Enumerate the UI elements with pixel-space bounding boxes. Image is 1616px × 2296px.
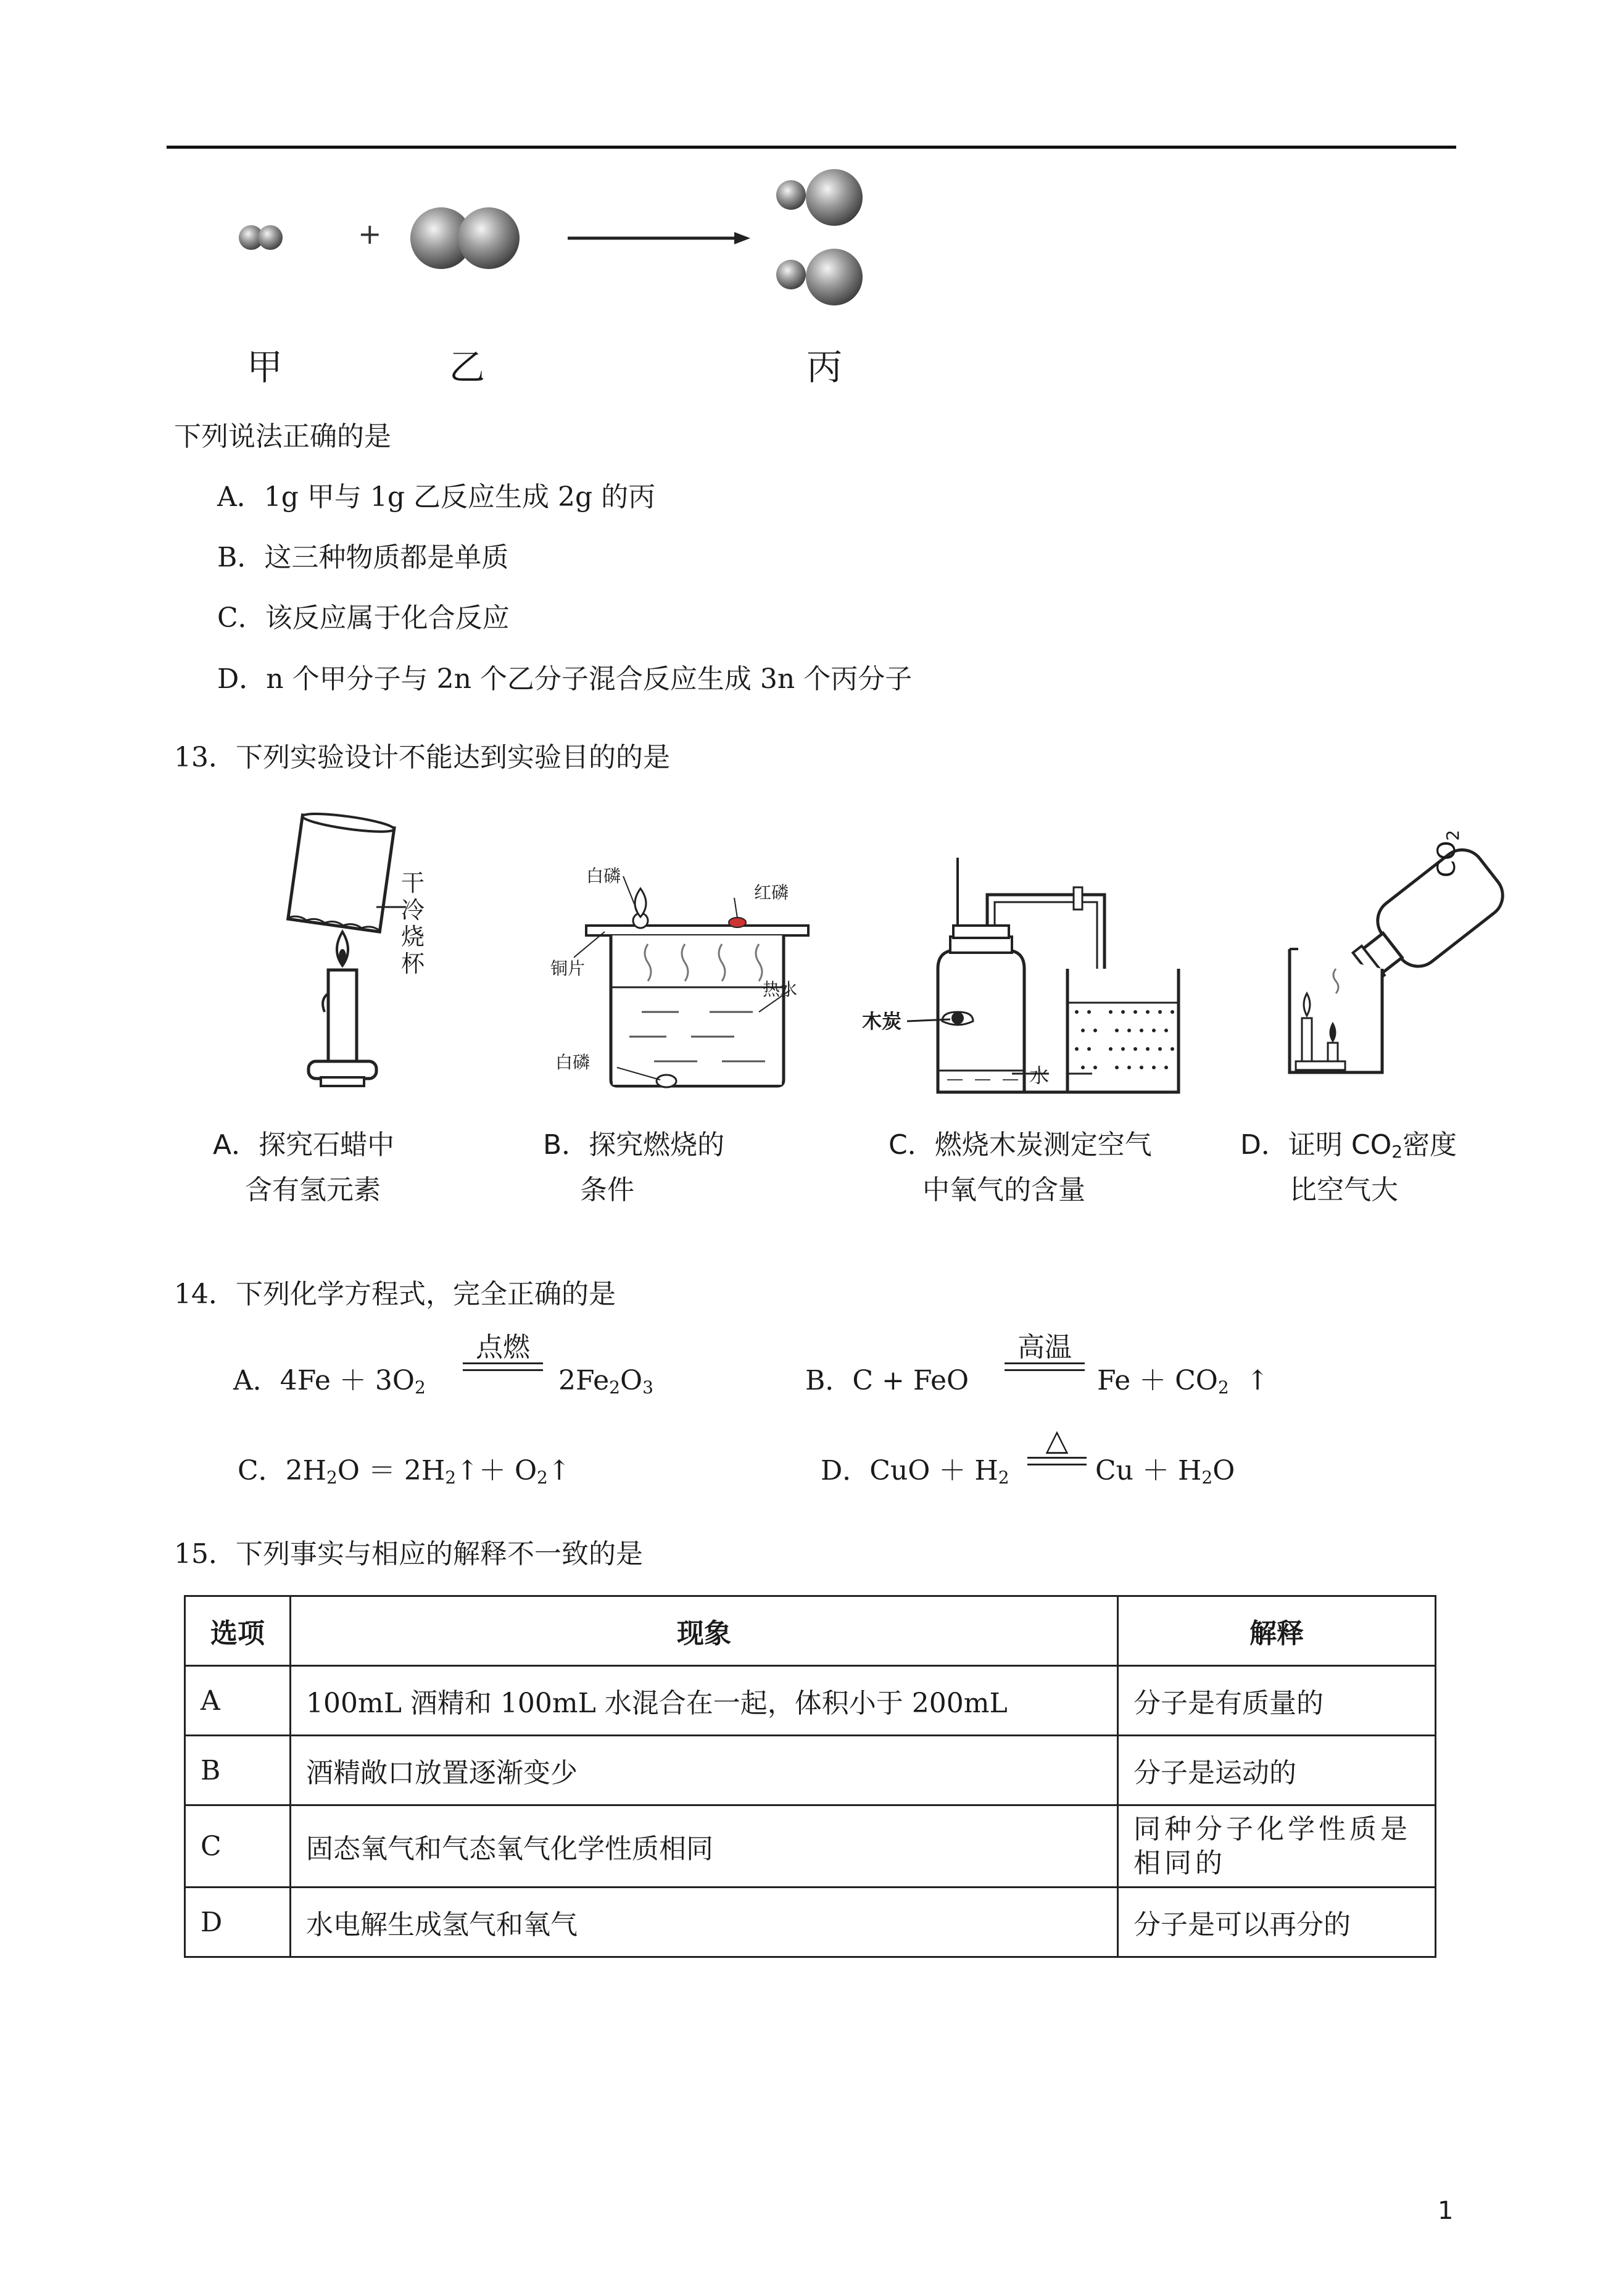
reaction-diagram [222,160,901,333]
molecule-bing [776,169,863,305]
row-explain: 分子是有质量的 [1118,1666,1436,1736]
table-row [185,1666,1436,1736]
caption-d-line2: 比空气大 [1290,1174,1398,1206]
reaction-arrow [568,232,750,244]
row-explain: 同种分子化学性质是相同的 [1118,1805,1436,1888]
header-explain: 解释 [1118,1596,1436,1666]
label-jia: 甲 [247,346,283,388]
q14-b-rhs: $Fe + CO_2$ ↑ [1097,1365,1269,1398]
row-option: B [185,1736,291,1805]
fig-c-water: 水 [1029,1064,1050,1087]
table-row [185,1736,1436,1805]
caption-c-line2: 中氧气的含量 [922,1174,1085,1206]
figure-d-co2-pour [1277,839,1536,1086]
caption-b-line1: B．探究燃烧的 [543,1129,725,1161]
fig-a-pointer [376,901,407,913]
row-fact: 100mL 酒精和 100mL 水混合在一起，体积小于 200mL [291,1666,1118,1736]
q12-option-b: B．这三种物质都是单质 [217,542,509,573]
q12-option-d: D．n 个甲分子与 2n 个乙分子混合反应生成 3n 个丙分子 [217,663,913,695]
caption-c-line1: C．燃烧木炭测定空气 [889,1129,1152,1161]
table-row [185,1805,1436,1888]
q14-b-lhs: B．C + FeO [805,1365,969,1396]
q14-a-condition: 点燃 [463,1333,543,1371]
q15-table [184,1595,1436,1958]
header-option: 选项 [185,1596,291,1666]
table-header-row [185,1596,1436,1666]
q12-option-a: A．1g 甲与 1g 乙反应生成 2g 的丙 [217,481,656,513]
fig-a-label: 干冷烧杯 [401,869,425,978]
plus-sign: + [358,217,382,251]
table-row [185,1888,1436,1957]
row-explain: 分子是可以再分的 [1118,1888,1436,1957]
row-option: D [185,1888,291,1957]
q14-b-condition: 高温 [1005,1333,1085,1371]
row-fact: 酒精敞口放置逐渐变少 [291,1736,1118,1805]
header-fact: 现象 [291,1596,1118,1666]
page-number: 1 [1438,2197,1454,2225]
row-option: A [185,1666,291,1736]
label-bing: 丙 [806,346,843,388]
q14-d-condition: △ [1027,1424,1087,1465]
label-yi: 乙 [449,346,486,388]
row-fact: 水电解生成氢气和氧气 [291,1888,1118,1957]
q14-a-rhs: $2Fe_2O_3$ [558,1365,653,1398]
row-fact: 固态氧气和气态氧气化学性质相同 [291,1805,1118,1888]
q12-stem: 下列说法正确的是 [174,421,391,452]
fig-b-copper: 铜片 [550,958,586,979]
q13-stem: 13．下列实验设计不能达到实验目的的是 [174,742,670,773]
row-explain: 分子是运动的 [1118,1736,1436,1805]
row-option: C [185,1805,291,1888]
fig-b-red-p: 红磷 [754,882,789,903]
q14-d-rhs: $Cu + H_2O$ [1095,1455,1235,1488]
molecule-yi [410,207,520,269]
caption-a-line2: 含有氢元素 [245,1174,381,1206]
fig-b-white-p-bottom: 白磷 [555,1052,590,1072]
q12-option-c: C．该反应属于化合反应 [217,602,510,634]
q14-stem: 14．下列化学方程式，完全正确的是 [174,1279,616,1310]
fig-d-co2-label: $CO_2$ [1433,829,1463,877]
caption-b-line2: 条件 [580,1174,634,1206]
header-rule [167,146,1456,149]
q15-stem: 15．下列事实与相应的解释不一致的是 [174,1538,643,1570]
q14-c-equation: C．$2H_2O$ ＝ $2H_2↑+$ $O_2↑$ [238,1455,571,1488]
fig-b-hot-water: 热水 [763,979,798,1000]
fig-c-charcoal: 木炭 [862,1009,902,1033]
molecule-jia [239,225,283,250]
caption-a-line1: A．探究石蜡中 [213,1129,395,1161]
q14-d-lhs: D．CuO ＋ $H_2$ [821,1455,1009,1488]
fig-b-white-p-top: 白磷 [586,866,621,886]
q14-a-lhs: A．$4Fe + 3O_2$ [233,1365,426,1398]
caption-d-line1: D．证明 $CO_2$密度 [1240,1129,1457,1162]
